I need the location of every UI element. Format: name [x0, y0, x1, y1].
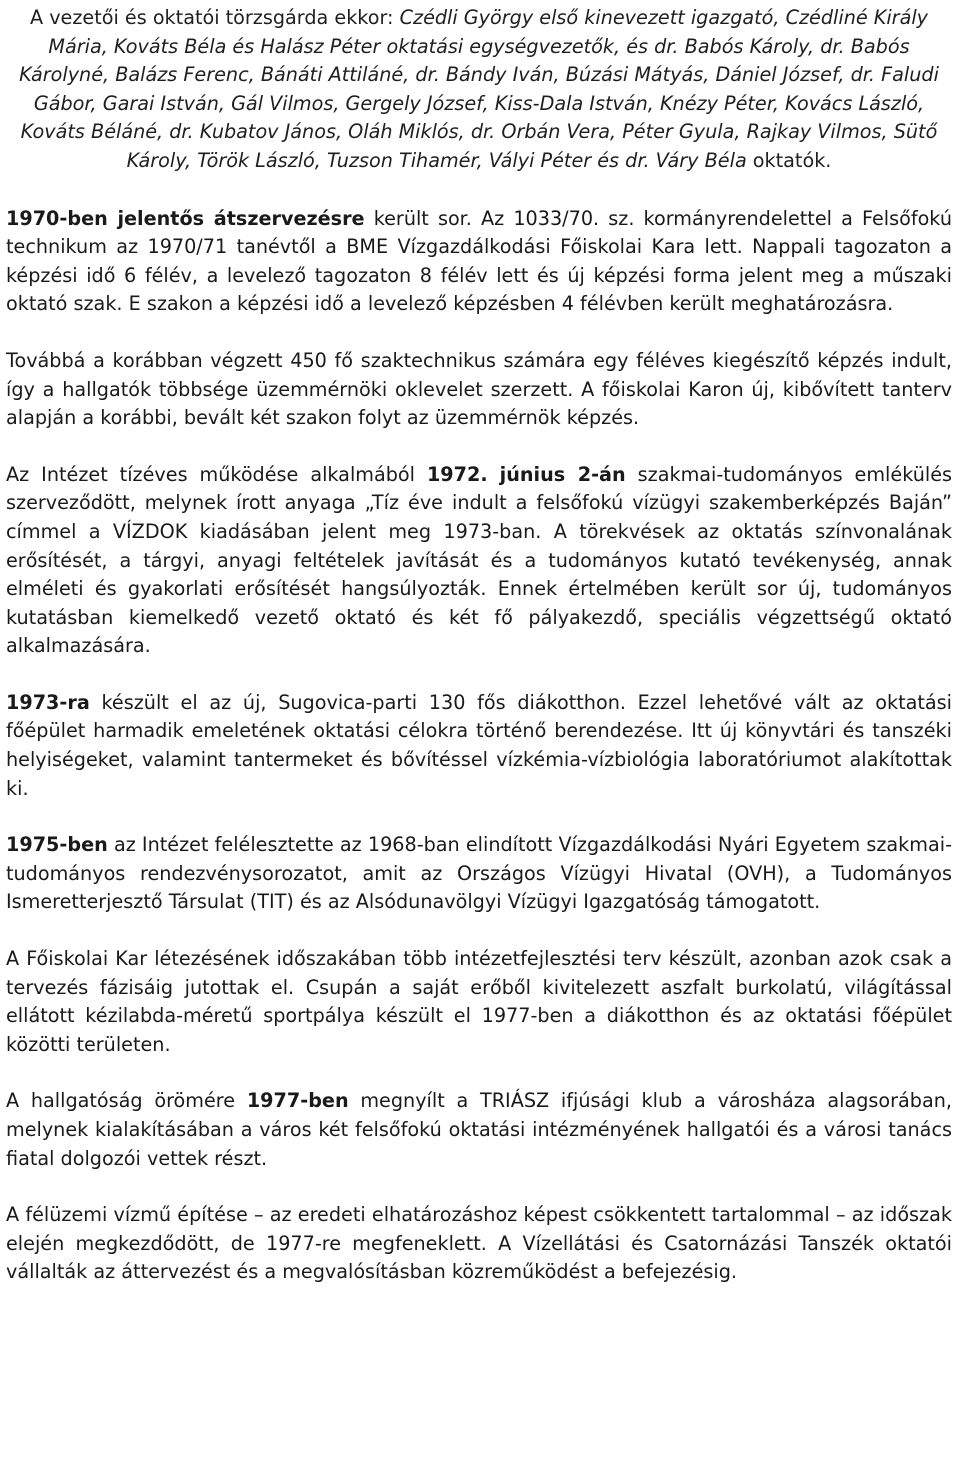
paragraph-1973-text: készült el az új, Sugovica-parti 130 fős diákotthon. Ezzel lehetővé vált az oktatási főépület harmadik emeletének oktatási célokra történő berendezése. Itt új könyvtári és tanszéki helyiségeket, valamint tantermeket és bővítéssel vízkémia-vízbiológia laboratóriumot alakítottak ki.: [6, 690, 952, 800]
intro-lead: A vezetői és oktatói törzsgárda ekkor:: [29, 6, 400, 29]
paragraph-vizmu-text: A félüzemi vízmű építése – az eredeti elhatározáshoz képest csökkentett tartalommal – az időszak elején megkezdődött, de 1977-re megfeneklett. A Vízellátási és Csatornázási Tanszék oktatói vállalták az áttervezést és a megvalósításban közreműködést a befejezésig.: [6, 1203, 952, 1284]
paragraph-1972-text: szakmai-tudományos emlékülés szerveződött, melynek írott anyaga „Tíz éve indult a felsőfokú vízügyi szakemberképzés Baján” címmel a VÍZDOK kiadásában jelent meg 1973-ban. A törekvések az oktatás színvonalának erősítését, a tárgyi, anyagi feltételek javítását és a tudományos kutató tevékenység, annak elméleti és gyakorlati erősítését hangsúlyozták. Ennek értelmében került sor új, tudományos kutatásban kiemelkedő vezető oktató és két fő pályakezdő, speciális végzettségű oktató alkalmazására.: [6, 462, 953, 658]
paragraph-1975: [6, 831, 952, 917]
paragraph-1972-space: [488, 463, 500, 486]
intro-tail: oktatók.: [746, 148, 832, 172]
paragraph-1977-before: A hallgatóság örömére: [6, 1089, 247, 1113]
paragraph-1975-text: az Intézet felélesztette az 1968-ban elindított Vízgazdálkodási Nyári Egyetem szakmai-tudományos rendezvénysorozatot, amit az Országos Vízügyi Hivatal (OVH), a Tudományos Ismeretterjesztő Társulat (TIT) és az Alsódunavölgyi Vízügyi Igazgatóság támogatott.: [6, 833, 952, 914]
paragraph-vizmu: [6, 1201, 952, 1287]
paragraph-1972: [6, 461, 952, 661]
intro-paragraph: [6, 4, 952, 176]
paragraph-1975-bold: 1975-ben: [6, 833, 108, 857]
paragraph-1972-date: június 2-án: [499, 462, 626, 486]
paragraph-foiskolai-kar: [6, 945, 952, 1059]
paragraph-1972-year: 1972.: [426, 462, 488, 486]
paragraph-1977: [6, 1087, 952, 1173]
paragraph-1973: [6, 689, 952, 803]
paragraph-1970-text: került sor. Az 1033/70. sz. kormányrendelettel a Felsőfokú technikum az 1970/71 tanévtől a BME Vízgazdálkodási Főiskolai Kara lett. Nappali tagozaton a képzési idő 6 félév, a levelező tagozaton 8 félév lett és új képzési forma jelent meg a műszaki oktató szak. E szakon a képzési idő a levelező képzésben 4 félévben került meghatározásra.: [6, 206, 952, 316]
intro-staff-names: Czédli György első kinevezett igazgató, Czédliné Király Mária, Kováts Béla és Halász Péter oktatási egységvezetők, és dr. Babós Károly, dr. Babós Károlyné, Balázs Ferenc, Bánáti Attiláné, dr. Bándy Iván, Búzási Mátyás, Dániel József, dr. Faludi Gábor, Garai István, Gál Vilmos, Gergely József, Kiss-Dala István, Knézy Péter, Kovács László, Kováts Béláné, dr. Kubatov János, Oláh Miklós, dr. Orbán Vera, Péter Gyula, Rajkay Vilmos, Sütő Károly, Török László, Tuzson Tihamér, Vályi Péter és dr. Váry Béla: [19, 6, 939, 172]
paragraph-tovabba-text: Továbbá a korábban végzett 450 fő szaktechnikus számára egy féléves kiegészítő képzés indult, így a hallgatók többsége üzemmérnöki oklevelet szerzett. A főiskolai Karon új, kibővített tanterv alapján a korábbi, bevált két szakon folyt az üzemmérnök képzés.: [6, 348, 952, 430]
paragraph-1970: [6, 205, 952, 319]
paragraph-foiskolai-kar-text: A Főiskolai Kar létezésének időszakában több intézetfejlesztési terv készült, azonban azok csak a tervezés fázisáig jutottak el. Csupán a saját erőből kivitelezett aszfalt burkolatú, világítással ellátott kézilabda-méretű sportpálya készült el 1977-ben a diákotthon és az oktatási főépület közötti területen.: [6, 947, 952, 1056]
paragraph-1970-bold: 1970-ben jelentős átszervezésre: [6, 206, 365, 230]
paragraph-1977-text: megnyílt a TRIÁSZ ifjúsági klub a városháza alagsorában, melynek kialakításában a város két felsőfokú oktatási intézményének hallgatói és a városi tanács fiatal dolgozói vettek részt.: [6, 1089, 952, 1170]
paragraph-1977-bold: 1977-ben: [246, 1089, 349, 1113]
paragraph-1972-before: Az Intézet tízéves működése alkalmából: [6, 462, 427, 486]
paragraph-tovabba: [6, 347, 952, 433]
paragraph-1973-bold: 1973-ra: [6, 690, 90, 714]
